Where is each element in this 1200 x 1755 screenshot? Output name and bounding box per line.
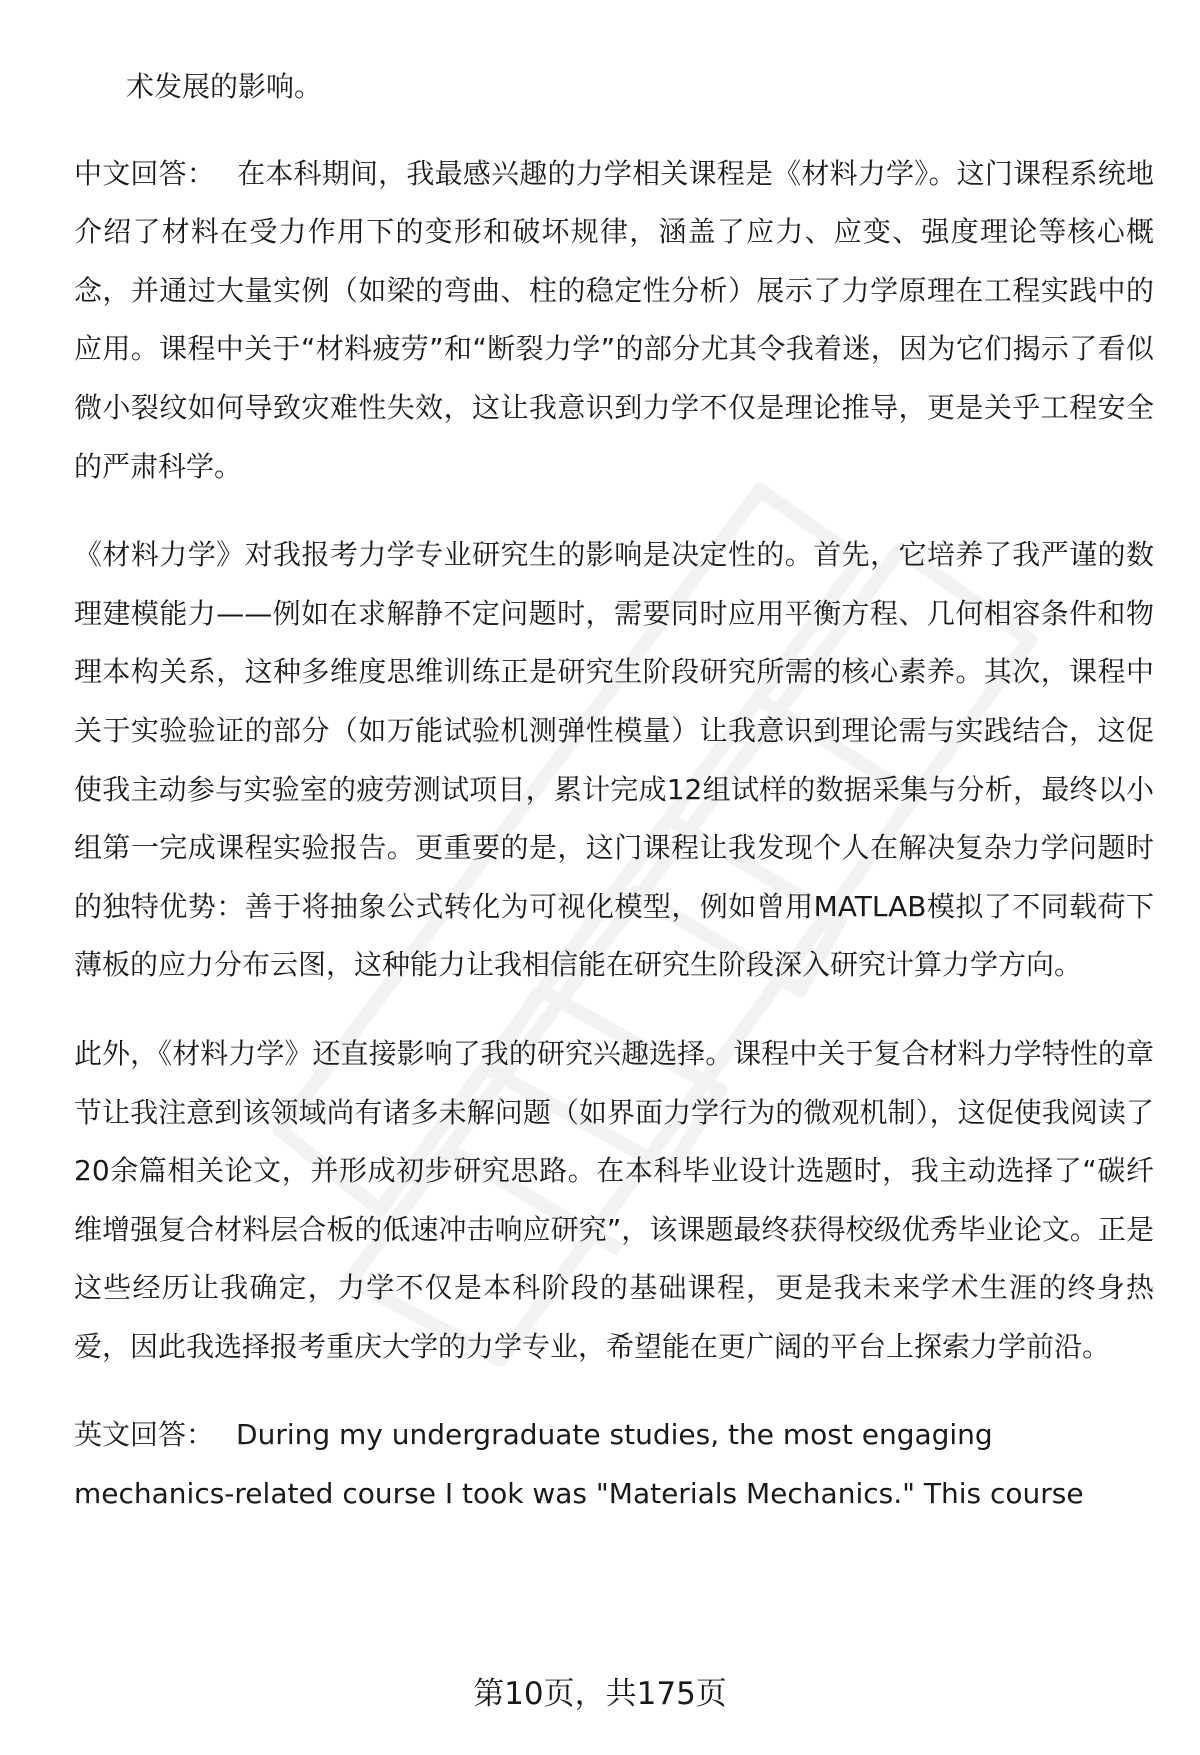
paragraph-fragment: 术发展的影响。	[126, 70, 323, 103]
paragraph-cn-1	[74, 145, 1154, 497]
page-indicator: 第10页，共175页	[473, 1676, 727, 1712]
paragraph-en-1	[74, 1406, 1154, 1523]
paragraph-en-1-text: During my undergraduate studies, the most engaging mechanics-related course I took was "Materials Mechanics." This course	[74, 1418, 1084, 1511]
paragraph-cn-2: 《材料力学》对我报考力学专业研究生的影响是决定性的。首先，它培养了我严谨的数理建模能力——例如在求解静不定问题时，需要同时应用平衡方程、几何相容条件和物理本构关系，这种多维度思维训练正是研究生阶段研究所需的核心素养。其次，课程中关于实验验证的部分（如万能试验机测弹性模量）让我意识到理论需与实践结合，这促使我主动参与实验室的疲劳测试项目，累计完成12组试样的数据采集与分析，最终以小组第一完成课程实验报告。更重要的是，这门课程让我发现个人在解决复杂力学问题时的独特优势：善于将抽象公式转化为可视化模型，例如曾用MATLAB模拟了不同载荷下薄板的应力分布云图，这种能力让我相信能在研究生阶段深入研究计算力学方向。	[74, 538, 1154, 982]
label-chinese-answer: 中文回答：	[74, 156, 216, 190]
paragraph-cn-1-text: 在本科期间，我最感兴趣的力学相关课程是《材料力学》。这门课程系统地介绍了材料在受力作用下的变形和破坏规律，涵盖了应力、应变、强度理论等核心概念，并通过大量实例（如梁的弯曲、柱的稳定性分析）展示了力学原理在工程实践中的应用。课程中关于“材料疲劳”和“断裂力学”的部分尤其令我着迷，因为它们揭示了看似微小裂纹如何导致灾难性失效，这让我意识到力学不仅是理论推导，更是关乎工程安全的严肃科学。	[74, 156, 1154, 483]
label-english-answer: 英文回答：	[74, 1418, 215, 1452]
document-body	[74, 58, 1154, 1554]
paragraph-cn-3: 此外，《材料力学》还直接影响了我的研究兴趣选择。课程中关于复合材料力学特性的章节让我注意到该领域尚有诸多未解问题（如界面力学行为的微观机制），这促使我阅读了20余篇相关论文，并形成初步研究思路。在本科毕业设计选题时，我主动选择了“碳纤维增强复合材料层合板的低速冲击响应研究”，该课题最终获得校级优秀毕业论文。正是这些经历让我确定，力学不仅是本科阶段的基础课程，更是我未来学术生涯的终身热爱，因此我选择报考重庆大学的力学专业，希望能在更广阔的平台上探索力学前沿。	[74, 1036, 1154, 1363]
